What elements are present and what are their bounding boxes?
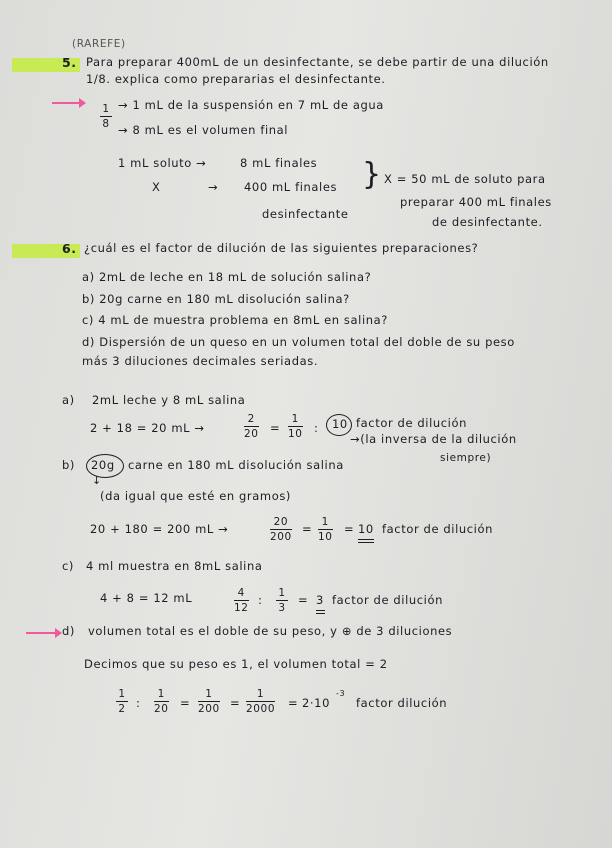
q6-item-d: d) Dispersión de un queso en un volumen total del doble de su peso (82, 335, 515, 349)
q5-rule-a-left: 1 mL soluto → (118, 156, 207, 170)
q6-question: ¿cuál es el factor de dilución de las siguientes preparaciones? (84, 241, 479, 255)
ans-d-result-text: factor dilución (356, 696, 448, 710)
ans-b-factor: 10 (358, 522, 374, 536)
ans-d-exponent: -3 (336, 689, 346, 698)
ans-a-note-1: →(la inversa de la dilución (350, 432, 517, 446)
q5-result-1: X = 50 mL de soluto para (384, 172, 546, 186)
header-label: (RAREFE) (72, 38, 126, 50)
ans-b-fraction-1: 20 200 (270, 516, 292, 543)
q5-line1: Para preparar 400mL de un desinfectante, se debe partir de una dilución (86, 55, 549, 69)
q6-item-b: b) 20g carne en 180 mL disolución salina? (82, 292, 350, 306)
ans-c-calc: 4 + 8 = 12 mL (100, 591, 193, 605)
ans-b-fraction-2: 1 10 (318, 516, 333, 543)
q5-fraction: 1 8 (100, 103, 112, 130)
ans-c-fraction-2: 1 3 (276, 587, 288, 614)
brace-icon: } (362, 157, 382, 192)
ans-a-eq2: : (314, 421, 319, 435)
down-arrow-icon: ↓ (92, 474, 102, 487)
q5-rule-b-right: 400 mL finales (244, 180, 338, 194)
ans-a-fraction-2: 1 10 (288, 413, 303, 440)
ans-b-label: b) (62, 458, 75, 472)
ans-d-eqC: = (230, 696, 241, 710)
q6-item-a: a) 2mL de leche en 18 mL de solución salina? (82, 270, 372, 284)
ans-c-title: 4 ml muestra en 8mL salina (86, 559, 263, 573)
ans-d-fraction-4: 1 2000 (246, 688, 276, 715)
q5-result-3: de desinfectante. (432, 215, 543, 229)
ans-c-eq1: : (258, 593, 263, 607)
ans-a-eq1: = (270, 421, 281, 435)
ans-a-label: a) (62, 393, 75, 407)
ans-a-note-2: siempre) (440, 452, 492, 464)
ans-b-eq1: = (302, 522, 313, 536)
ans-b-calc: 20 + 180 = 200 mL → (90, 522, 229, 536)
q5-step2: → 8 mL es el volumen final (118, 123, 289, 137)
q5-rule-c: desinfectante (262, 207, 349, 221)
ans-c-label: c) (62, 559, 75, 573)
ans-d-title: volumen total es el doble de su peso, y ⊕ de 3 diluciones (88, 624, 453, 638)
q6-item-c: c) 4 mL de muestra problema en 8mL en salina? (82, 313, 389, 327)
ans-b-eq2: = (344, 522, 355, 536)
pink-arrow-icon (52, 102, 80, 104)
ans-d-eqD: = (288, 696, 299, 710)
ans-d-fraction-1: 1 2 (116, 688, 128, 715)
ans-b-title-circled: 20g (91, 458, 115, 472)
q6-number: 6. (62, 241, 77, 256)
ans-c-fraction-1: 4 12 (234, 587, 249, 614)
ans-b-title: carne en 180 mL disolución salina (128, 458, 344, 472)
ans-b-note: (da igual que esté en gramos) (100, 489, 292, 503)
q5-line2: 1/8. explica como prepararias el desinfectante. (86, 72, 386, 86)
q5-result-2: preparar 400 mL finales (400, 195, 552, 209)
ans-a-title: 2mL leche y 8 mL salina (92, 393, 246, 407)
ans-a-calc: 2 + 18 = 20 mL → (90, 421, 205, 435)
q5-rule-a-right: 8 mL finales (240, 156, 318, 170)
ans-d-label: d) (62, 624, 75, 638)
pink-arrow-icon (26, 632, 56, 634)
q5-rule-b-left: X (152, 180, 161, 194)
ans-a-factor-text: factor de dilución (356, 416, 467, 430)
ans-c-factor: 3 (316, 593, 324, 607)
ans-a-factor: 10 (332, 417, 348, 431)
ans-d-eqA: : (136, 696, 141, 710)
ans-d-fraction-3: 1 200 (198, 688, 220, 715)
double-underline (316, 610, 325, 611)
ans-d-line2: Decimos que su peso es 1, el volumen total = 2 (84, 657, 388, 671)
ans-a-fraction-1: 2 20 (244, 413, 259, 440)
q5-rule-b-arrow: → (208, 180, 219, 194)
ans-c-factor-text: factor de dilución (332, 593, 443, 607)
double-underline (358, 539, 374, 540)
q6-item-d-cont: más 3 diluciones decimales seriadas. (82, 354, 319, 368)
q5-step1: → 1 mL de la suspensión en 7 mL de agua (118, 98, 384, 112)
double-underline (358, 542, 374, 543)
ans-d-fraction-2: 1 20 (154, 688, 169, 715)
ans-c-eq2: = (298, 593, 309, 607)
ans-d-result: 2·10 (302, 696, 331, 710)
ans-d-eqB: = (180, 696, 191, 710)
double-underline (316, 613, 325, 614)
ans-b-factor-text: factor de dilución (382, 522, 493, 536)
q5-number: 5. (62, 55, 77, 70)
